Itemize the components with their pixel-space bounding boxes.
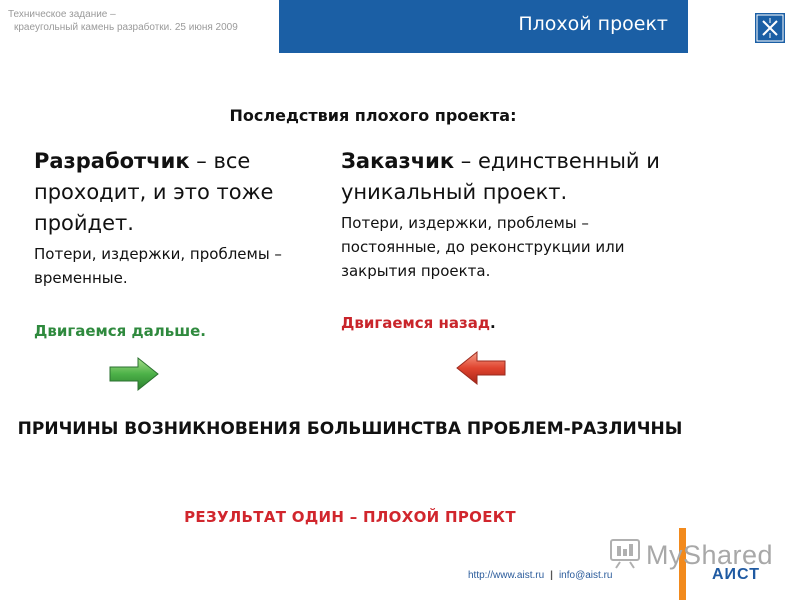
myshared-logo-icon <box>608 534 644 570</box>
close-button[interactable] <box>755 13 785 43</box>
close-x-icon <box>755 13 785 43</box>
section-heading: Последствия плохого проекта: <box>229 106 517 125</box>
green-arrow-right-icon <box>108 356 160 392</box>
watermark-text: MyShared <box>646 540 774 570</box>
email-link[interactable]: info@aist.ru <box>558 570 613 581</box>
slide-title-bar <box>279 0 688 53</box>
footer-separator: | <box>550 570 553 581</box>
reasons-statement: ПРИЧИНЫ ВОЗНИКНОВЕНИЯ БОЛЬШИНСТВА ПРОБЛЕМ-РАЗЛИЧНЫ <box>17 419 683 439</box>
developer-statement-text: – все проходит, и это тоже пройдет. <box>34 149 274 235</box>
developer-direction: Двигаемся дальше. <box>34 322 207 340</box>
developer-role: Разработчик <box>34 149 190 173</box>
client-direction-period: . <box>489 314 496 332</box>
footer-links <box>468 570 612 581</box>
client-losses: Потери, издержки, проблемы – постоянные, до реконструкции или закрытия проекта. <box>341 214 625 280</box>
developer-statement <box>34 146 364 239</box>
client-column <box>341 146 671 283</box>
developer-losses: Потери, издержки, проблемы – временные. <box>34 245 282 287</box>
slide-title: Плохой проект <box>518 13 668 35</box>
client-role: Заказчик <box>341 149 455 173</box>
subtitle-line-2: краеугольный камень разработки. 25 июня 2009 <box>14 22 238 33</box>
presentation-subtitle <box>8 8 238 34</box>
aist-logo: АИСТ <box>712 566 760 583</box>
result-statement: РЕЗУЛЬТАТ ОДИН – ПЛОХОЙ ПРОЕКТ <box>184 508 516 526</box>
client-statement-text: – единственный и уникальный проект. <box>341 149 660 204</box>
website-link[interactable]: http://www.aist.ru <box>468 570 545 581</box>
client-direction <box>341 314 496 332</box>
subtitle-line-1: Техническое задание – <box>8 9 116 20</box>
red-arrow-left-icon <box>455 350 507 386</box>
developer-column <box>34 146 364 290</box>
client-direction-text: Двигаемся назад <box>341 314 490 332</box>
client-statement <box>341 146 671 208</box>
